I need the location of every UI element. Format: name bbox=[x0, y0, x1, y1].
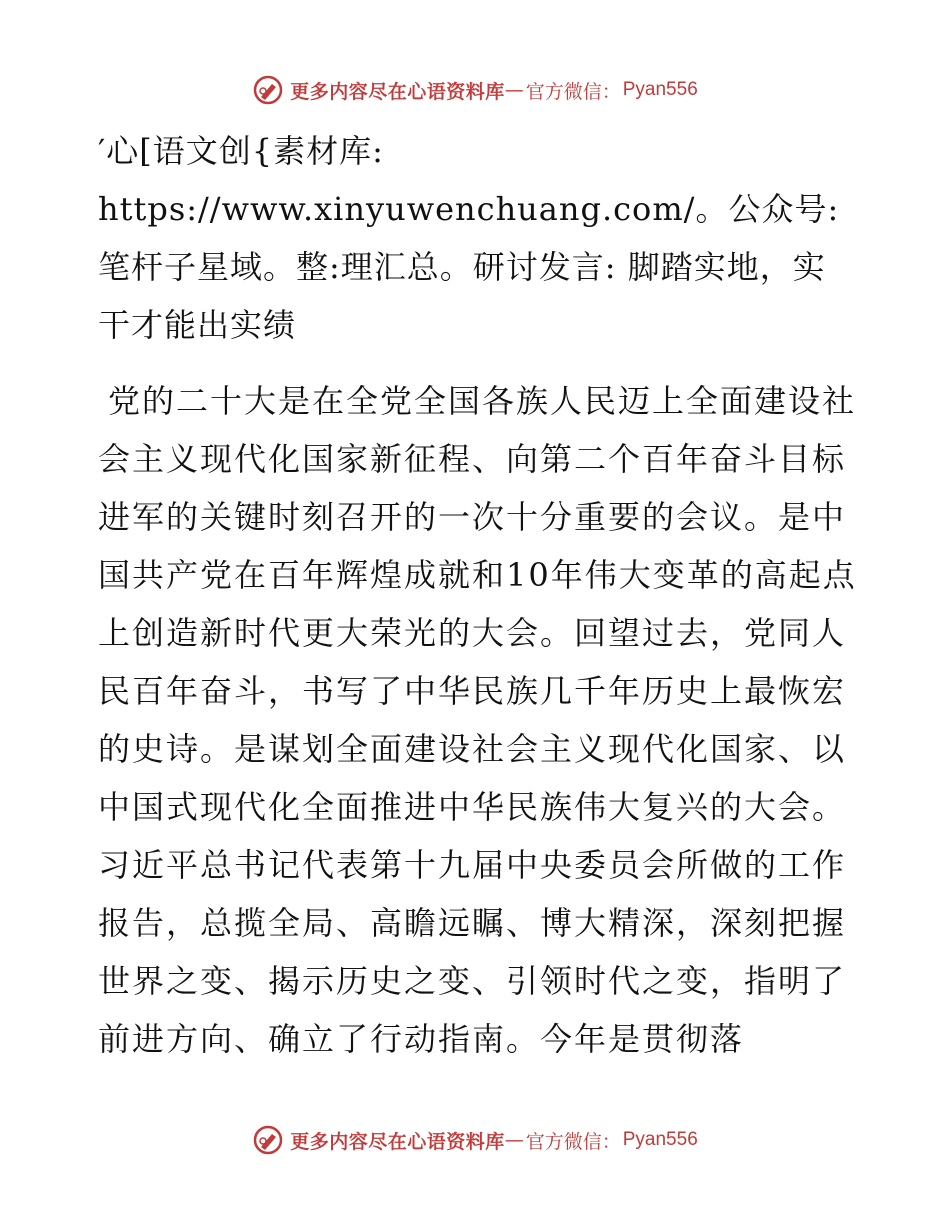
banner-separator: — bbox=[504, 79, 524, 101]
document-content bbox=[98, 122, 858, 1068]
header-banner bbox=[0, 70, 950, 110]
footer-banner bbox=[0, 1120, 950, 1160]
banner-wechat-id: Pyan556 bbox=[622, 1129, 698, 1150]
banner-label: 官方微信： bbox=[525, 80, 621, 103]
document-paragraph: 党的二十大是在全党全国各族人民迈上全面建设社会主义现代化国家新征程、向第二个百年奋斗目标进军的关键时刻召开的一次十分重要的会议。是中国共产党在百年辉煌成就和10年伟大变革的高起点上创造新时代更大荣光的大会。回望过去，党同人民百年奋斗，书写了中华民族几千年历史上最恢宏的史诗。是谋划全面建设社会主义现代化国家、以中国式现代化全面推进中华民族伟大复兴的大会。习近平总书记代表第十九届中央委员会所做的工作报告，总揽全局、高瞻远瞩、博大精深，深刻把握世界之变、揭示历史之变、引领时代之变，指明了前进方向、确立了行动指南。今年是贯彻落 bbox=[98, 382, 857, 1058]
pen-logo-icon bbox=[252, 74, 284, 106]
document-heading: ′心[语文创{素材库: https://www.xinyuwenchuang.com/。公众号: 笔杆子星域。整:理汇总。研讨发言: 脚踏实地，实干才能出实绩 bbox=[98, 132, 840, 344]
banner-wechat-id: Pyan556 bbox=[622, 79, 698, 100]
pen-logo-icon bbox=[252, 1124, 284, 1156]
banner-separator: — bbox=[504, 1129, 524, 1151]
banner-text: 更多内容尽在心语资料库 bbox=[290, 1130, 505, 1153]
banner-label: 官方微信： bbox=[525, 1130, 621, 1153]
banner-text: 更多内容尽在心语资料库 bbox=[290, 80, 505, 103]
